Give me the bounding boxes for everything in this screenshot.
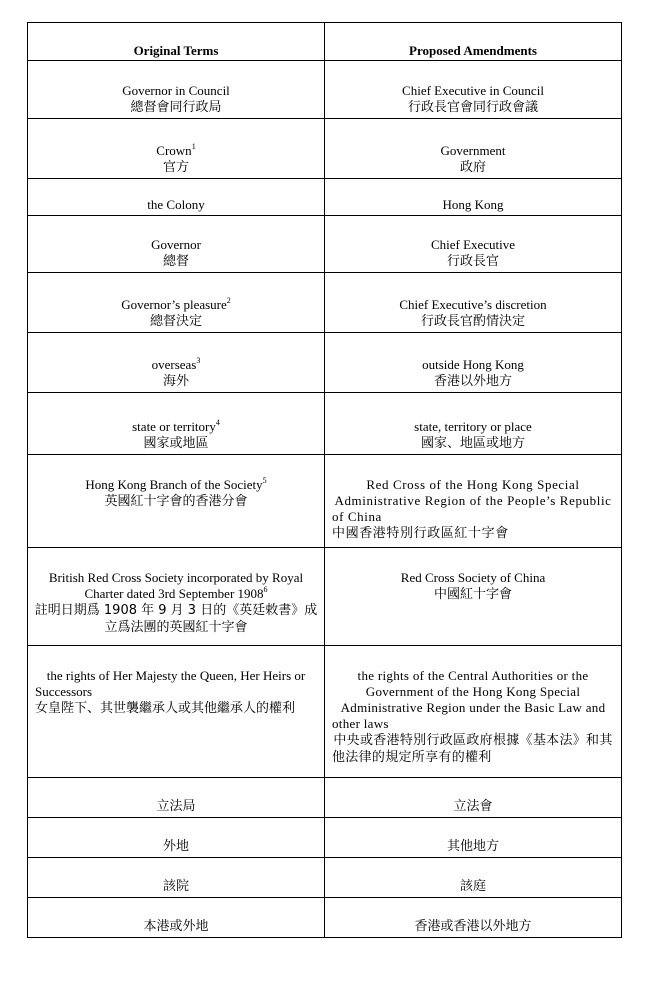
table-row	[28, 393, 622, 455]
original-term: the Colony	[28, 179, 325, 216]
original-term: Crown$^1$ 官方	[28, 119, 325, 179]
table-row	[28, 273, 622, 333]
table-row	[28, 216, 622, 273]
original-term: state or territory$^4$ 國家或地區	[28, 393, 325, 455]
original-term: 該院	[28, 858, 325, 898]
table-row	[28, 858, 622, 898]
header-row	[28, 23, 622, 61]
original-term: Governor in Council 總督會同行政局	[28, 61, 325, 119]
proposed-term: 該庭	[325, 858, 622, 898]
footnote-ref: 4	[215, 418, 220, 427]
footnote-ref: 2	[226, 296, 231, 305]
original-term: 本港或外地	[28, 898, 325, 938]
table-row	[28, 778, 622, 818]
table-row	[28, 818, 622, 858]
proposed-term: outside Hong Kong 香港以外地方	[325, 333, 622, 393]
table-row	[28, 61, 622, 119]
table-row	[28, 898, 622, 938]
footnote-ref: 6	[263, 585, 268, 594]
table-row	[28, 119, 622, 179]
header-original: Original Terms	[28, 23, 325, 61]
footnote-ref: 1	[191, 142, 196, 151]
proposed-term: Chief Executive 行政長官	[325, 216, 622, 273]
proposed-term: 立法會	[325, 778, 622, 818]
proposed-term: Chief Executive’s discretion 行政長官酌情決定	[325, 273, 622, 333]
proposed-term: the rights of the Central Authorities or the Government of the Hong Kong Special Administrative Region under the Basic Law and other laws 中央或香港特別行政區政府根據《基本法》和其他法律的規定所享有的權利	[325, 646, 622, 778]
original-term: the rights of Her Majesty the Queen, Her Heirs or Successors 女皇陛下、其世襲繼承人或其他繼承人的權利	[28, 646, 325, 778]
table-row	[28, 548, 622, 646]
table-row	[28, 455, 622, 548]
original-term: 立法局	[28, 778, 325, 818]
table-row	[28, 646, 622, 778]
footnote-ref: 3	[196, 356, 201, 365]
table-row	[28, 333, 622, 393]
proposed-term: state, territory or place 國家、地區或地方	[325, 393, 622, 455]
proposed-term: Red Cross Society of China 中國紅十字會	[325, 548, 622, 646]
footnote-ref: 5	[262, 476, 267, 485]
proposed-term: Hong Kong	[325, 179, 622, 216]
proposed-term: Red Cross of the Hong Kong Special Administrative Region of the People’s Republic of China 中國香港特別行政區紅十字會	[325, 455, 622, 548]
proposed-term: Government 政府	[325, 119, 622, 179]
original-term: overseas$^3$ 海外	[28, 333, 325, 393]
original-term: British Red Cross Society incorporated by Royal Charter dated 3rd September 1908$^6$ 註明日期爲 1908 年 9 月 3 日的《英廷敕書》成立爲法團的英國紅十字會	[28, 548, 325, 646]
original-term: Governor’s pleasure$^2$ 總督決定	[28, 273, 325, 333]
original-term: 外地	[28, 818, 325, 858]
proposed-term: 其他地方	[325, 818, 622, 858]
table-row	[28, 179, 622, 216]
header-proposed: Proposed Amendments	[325, 23, 622, 61]
proposed-term: Chief Executive in Council 行政長官會同行政會議	[325, 61, 622, 119]
original-term: Hong Kong Branch of the Society$^5$ 英國紅十字會的香港分會	[28, 455, 325, 548]
original-term: Governor 總督	[28, 216, 325, 273]
proposed-term: 香港或香港以外地方	[325, 898, 622, 938]
amendments-table	[27, 22, 622, 938]
